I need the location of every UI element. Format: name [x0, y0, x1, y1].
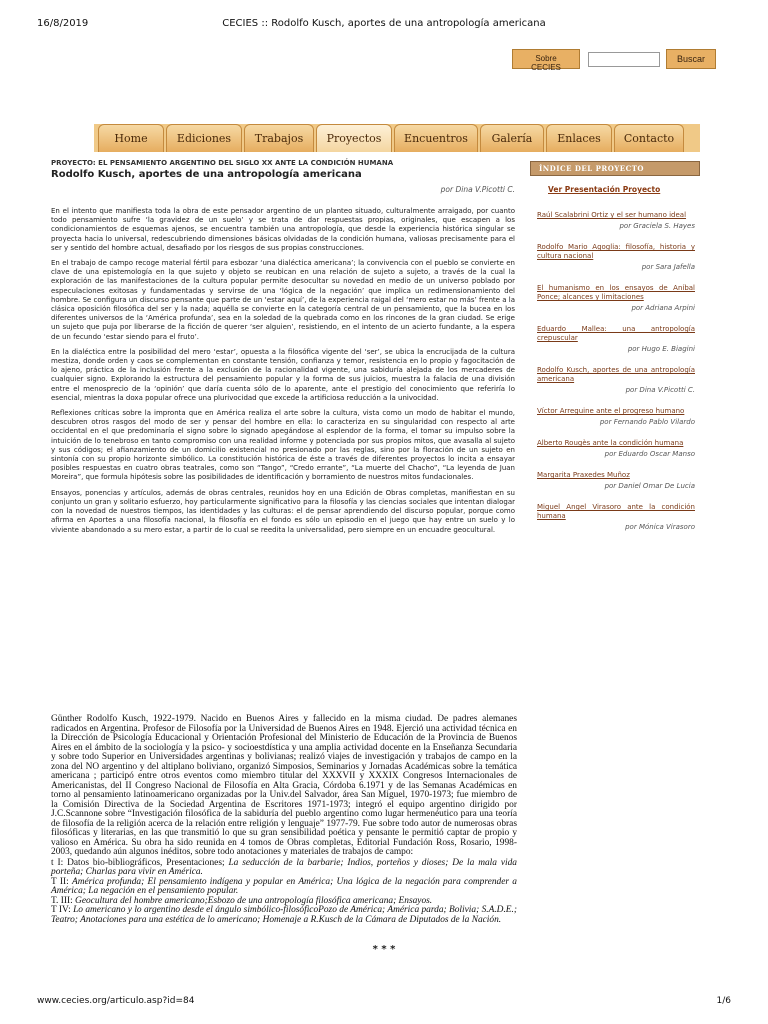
sidebar-item-link[interactable]: Eduardo Mallea: una antropología crepuscular — [537, 325, 695, 342]
tomo-works: Geocultura del hombre americano;Esbozo de una antropología filosófica americana; Ensayos. — [75, 895, 433, 906]
main-nav — [94, 124, 700, 152]
tab-proyectos[interactable]: Proyectos — [316, 124, 392, 152]
sidebar-header: ÍNDICE DEL PROYECTO — [530, 161, 700, 176]
article-title: Rodolfo Kusch, aportes de una antropología americana — [51, 169, 362, 180]
works-tomo — [51, 878, 517, 897]
works-list — [51, 859, 517, 926]
tab-trabajos[interactable]: Trabajos — [244, 124, 314, 152]
sidebar-item — [537, 366, 695, 394]
ver-presentacion-link[interactable]: Ver Presentación Proyecto — [548, 185, 661, 194]
sidebar-item — [537, 407, 695, 426]
sidebar-item-author: por Graciela S. Hayes — [619, 222, 695, 230]
sidebar-item-author: por Adriana Arpini — [631, 304, 695, 312]
tomo-label: T. III: — [51, 895, 76, 906]
sidebar-item-author: por Mónica Virasoro — [625, 523, 695, 531]
sidebar-item-link[interactable]: Alberto Rougès ante la condición humana — [537, 439, 684, 447]
tab-enlaces[interactable]: Enlaces — [546, 124, 612, 152]
sidebar-item — [537, 503, 695, 531]
sidebar-item-link[interactable]: Miguel Angel Virasoro ante la condición humana — [537, 503, 695, 520]
sidebar-item — [537, 243, 695, 271]
sidebar-item-link[interactable]: Rodolfo Kusch, aportes de una antropología americana — [537, 366, 695, 383]
tomo-works: Lo americano y lo argentino desde el ángulo simbólico-filosóficoPozo de América; América parda; Bolivia; S.A.D.E.; Teatro; Anotaciones para una estética de lo americano; Homenaje a R.Kusch de la Cámara de Diputados de la Nación. — [51, 905, 517, 925]
sidebar-item-link[interactable]: El humanismo en los ensayos de Aníbal Ponce; alcances y limitaciones — [537, 284, 695, 301]
sidebar-item-author: por Eduardo Oscar Manso — [604, 450, 695, 458]
sidebar-item-link[interactable]: Raúl Scalabrini Ortiz y el ser humano ideal — [537, 211, 687, 219]
print-footer — [0, 996, 768, 1008]
works-tomo — [51, 859, 517, 878]
sidebar-item-author: por Dina V.Picotti C. — [625, 386, 695, 394]
tab-contacto[interactable]: Contacto — [614, 124, 684, 152]
article-paragraph: En el trabajo de campo recoge material fértil para esbozar ‘una dialéctica americana’; la convivencia con el pueblo se convierte en clave de una epistemología en la que sujeto y objeto se reubican en una relación de sujeto a sujeto, a través de la cual la exploración de las manifestaciones de la cultura popular permite desocultar su novedad en medio de un universo poblado por especulaciones exitosas y fundamentadas y servirse de una ‘lógica de la negación’ que implica un redimensionamiento del hombre. Se configura un discurso pensante que parte de un ‘estar aquí’, de la experiencia raigal del ‘mero estar no más’ frente a la clásica oposición filosófica del ser y la nada; aquélla se convierte en la categoría central de un pensamiento, que la bucea en los diferentes universos de la ‘América profunda’, sea en la soledad de la quebrada como en los rincones de la gran ciudad. Se erige un sujeto que puja por liberarse de la ficción de querer ‘ser alguien’, resistiendo, en el intento de un acierto fundante, a la espera de un fecundo ‘estar siendo para el fruto’. — [51, 259, 515, 341]
sidebar-item-link[interactable]: Rodolfo Mario Agoglia: filosofía, historia y cultura nacional — [537, 243, 695, 260]
tomo-works: La seducción de la barbarie; Indios, porteños y dioses; De la mala vida porteña; Charlas para vivir en América. — [51, 857, 517, 877]
print-page-title: CECIES :: Rodolfo Kusch, aportes de una antropología americana — [222, 18, 546, 29]
sidebar-item — [537, 439, 695, 458]
sidebar-item-author: por Fernando Pablo Vilardo — [599, 418, 695, 426]
sidebar-item — [537, 471, 695, 490]
sidebar-item-link[interactable]: Margarita Praxedes Muñoz — [537, 471, 630, 479]
print-header — [0, 18, 768, 32]
sidebar-item — [537, 284, 695, 312]
sidebar-item-link[interactable]: Víctor Arreguine ante el progreso humano — [537, 407, 685, 415]
sidebar-item-author: por Sara Jafella — [641, 263, 695, 271]
tomo-label: t I: Datos bio-bibliográficos, Presentaciones; — [51, 857, 229, 868]
top-bar — [512, 49, 716, 72]
print-url: www.cecies.org/articulo.asp?id=84 — [37, 996, 195, 1006]
article-paragraph: En el intento que manifiesta toda la obra de este pensador argentino de un planteo situado, culturalmente arraigado, por cuanto todo pensamiento sufre ‘la gravidez de un suelo’ y se trata de dar respuestas propias, originales, que escapen a los condicionamientos de esquemas ajenos, se encuentra también una antropología, que desde la experiencia histórica singular se proyecta hacia lo universal, redescubriendo dimensiones básicas olvidadas de la condición humana, valiosas precisamente para el ser y sentido del hombre actual, desafiado por los riesgos de sus propias construcciones. — [51, 207, 515, 252]
tomo-label: T IV: — [51, 905, 74, 915]
sobre-cecies-button[interactable]: Sobre CECIES — [512, 49, 580, 69]
tab-ediciones[interactable]: Ediciones — [166, 124, 242, 152]
sidebar-item — [537, 325, 695, 353]
project-kicker: PROYECTO: EL PENSAMIENTO ARGENTINO DEL SIGLO XX ANTE LA CONDICIÓN HUMANA — [51, 159, 394, 167]
section-divider: * * * — [372, 944, 396, 955]
project-index-sidebar — [530, 161, 700, 531]
tab-encuentros[interactable]: Encuentros — [394, 124, 478, 152]
tomo-works: América profunda; El pensamiento indígena y popular en América; Una lógica de la negación para comprender a América; La negación en el pensamiento popular. — [51, 876, 517, 896]
tab-galeria[interactable]: Galería — [480, 124, 544, 152]
article-paragraph: Reflexiones críticas sobre la impronta que en América realiza el arte sobre la cultura, vista como un modo de habitar el mundo, descubren otros rasgos del modo de ser y pensar del hombre en ella: lo caracteriza en su singularidad con respecto al arte occidental en el que predominaría el signo sobre lo signado apegándose al esplendor de la forma, el tomar su impulso sobre la intuición de lo tenebroso en tanto compromiso con una realidad informe y potenciada por sus propios mitos, que avasalla al sujeto y sus códigos; el afianzamiento de un domicilio existencial no presionado por las reglas, sino por la floración de un sujeto en sintonía con su propio horizonte simbólico. La constitución histórica de éste a través de diferentes proyectos lo incita a ensayar posibles respuestas en cuatro obras teatrales, como son “Tango”, “Credo errante”, “La muerte del Chacho”, “La leyenda de Juan Moreira”, que formula hipótesis sobre las posibilidades de identificación y borramiento de nuestros mitos fundacionales. — [51, 409, 515, 482]
print-date: 16/8/2019 — [37, 18, 89, 29]
search-input[interactable] — [588, 52, 660, 67]
print-page-number: 1/6 — [716, 996, 731, 1006]
buscar-button[interactable]: Buscar — [666, 49, 716, 69]
tab-home[interactable]: Home — [98, 124, 164, 152]
sidebar-item-author: por Hugo E. Biagini — [627, 345, 695, 353]
article — [51, 159, 515, 535]
article-author: por Dina V.Picotti C. — [440, 185, 515, 194]
bio-text: Günther Rodolfo Kusch, 1922-1979. Nacido en Buenos Aires y fallecido en la misma ciudad. De padres alemanes radicados en Argentina. Profesor de Filosofía por la Universidad de Buenos Aires en 1948. Ejerció una actividad técnica en la Dirección de Psicología Educacional y Orientación Profesional del Ministerio de Educación de la Provincia de Buenos Aires en el ámbito de la sociología y la psico- y socioestdística y una amplia actividad docente en la Enseñanza Secundaria y sobre todo Superior en Universidades argentinas y bolivianas; realizó viajes de investigación y trabajos de campo en la zona del NO argentino y del altiplano boliviano, organizó Simposios, Seminarios y Jornadas Académicas sobre la temática americana ; participó entre otros eventos como miembro titular del XXXVII y XXXIX Congresos Internacionales de Americanistas, del II Congreso Nacional de Filosofía en Alta Gracia, Córdoba 6.1971 y de las Semanas Académicas en torno al pensamiento latinoamericano organizadas por la Univ.del Salvador, área San Miguel, 1970-1973; fue miembro de la Comisión Directiva de la Sociedad Argentina de Escritores 1971-1973; integró el equipo argentino dirigido por J.C.Scannone sobre “Investigación filosófica de la sabiduría del pueblo argentino como lugar hermenéutico para una teoría de filosofía de la religión acerca de la relación entre religión y lenguaje” 1977-79. Fue sobre todo autor de numerosas obras filosóficas y literarias, en las que transmitió lo que su gran sensibilidad poética y pensante le permitió captar de propio y valioso en América. Su obra ha sido reunida en 4 tomos de Obras completas, Editorial Fundación Ross, Rosario, 1998-2003, quedando aún algunos inéditos, sobre todo anotaciones y materiales de trabajos de campo: — [51, 714, 517, 857]
works-tomo — [51, 906, 517, 925]
tomo-label: T II: — [51, 876, 72, 887]
sidebar-item-author: por Daniel Omar De Lucia — [604, 482, 695, 490]
sidebar-item — [537, 211, 695, 230]
article-paragraph: Ensayos, ponencias y artículos, además de obras centrales, reunidos hoy en una Edición de Obras completas, manifiestan en su conjunto un gran y solitario esfuerzo, hoy particularmente significativo para la filosofía y las ciencias sociales que intentan dialogar con la novedad de nuestros tiempos, las identidades y las culturas: el de pensar aprendiendo del discurso popular, porque como afirma en Aportes a una filosofía nacional, la filosofía en el fondo es sólo un episodio en el juego que hay entre un suelo y lo viviente abandonado a su mero estar, a partir de lo cual se reedita la universalidad, pero siempre en un encuadre geocultural. — [51, 488, 515, 534]
bio-section — [51, 715, 517, 925]
article-paragraph: En la dialéctica entre la posibilidad del mero ‘estar’, opuesta a la filosófica vigente del ‘ser’, se ubica la encrucijada de la cultura mestiza, donde orden y caos se complementan en constante tensión, confianza y temor, resistencia en lo propio y fagocitación de lo ajeno, práctica de la inclusión frente a la exclusión de la racionalidad vigente, una sabiduría alejada de los mercaderes de cualquier signo. Explorando la estructura del pensamiento popular y la forma de sus juicios, muestra la falacia de una división entre el menosprecio de la ‘opinión’ que daría cuenta sólo de lo aparente, ante el prestigio del conocimiento que referiría lo esencial, mientras la doxa popular ofrece una plurivocidad que excede la artificiosa reducción a la univocidad. — [51, 347, 515, 402]
